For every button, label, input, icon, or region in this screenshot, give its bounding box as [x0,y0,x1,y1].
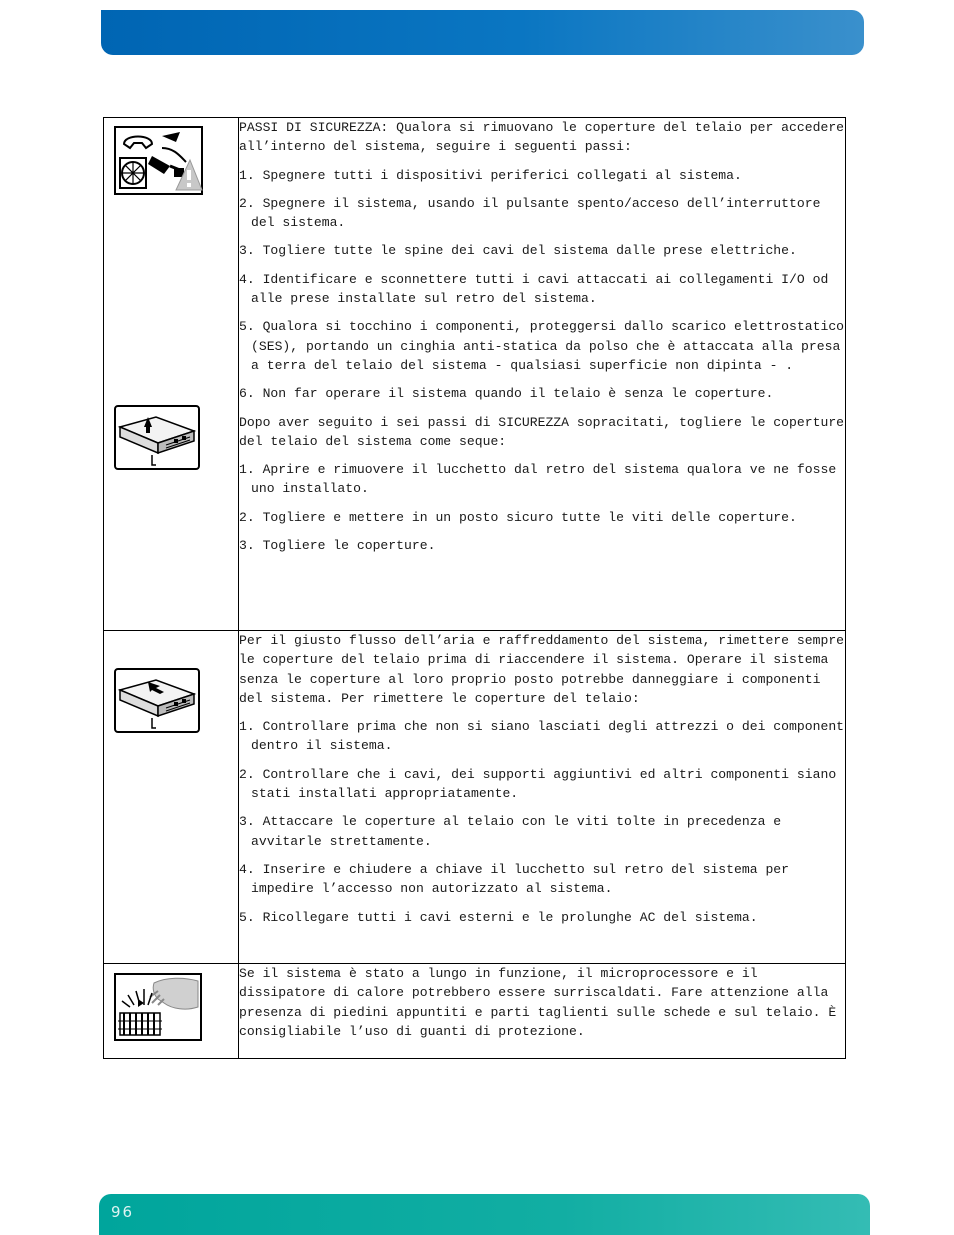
list-item: 2. Togliere e mettere in un posto sicuro tutte le viti delle coperture. [239,509,797,525]
intro-paragraph: PASSI DI SICUREZZA: Qualora si rimuovano le coperture del telaio per accedere all’interno del sistema, seguire i seguenti passi: [239,120,845,155]
list-item: 4. Identificare e sconnettere tutti i cavi attaccati ai collegamenti I/O od alle prese installate sul retro del sistema. [239,271,829,307]
section-paragraph: Dopo aver seguito i sei passi di SICUREZZA sopracitati, togliere le coperture del telaio del sistema come seque: [239,414,845,449]
intro-paragraph: Per il giusto flusso dell’aria e raffreddamento del sistema, rimettere sempre le coperture del telaio prima di riaccendere il sistema. Operare il sistema senza le coperture al loro proprio posto potrebbe danneggiare i componenti del sistema. Per rimettere le coperture del telaio: [239,633,845,706]
instructions-cell [239,964,846,1059]
list-item: 1. Aprire e rimuovere il lucchetto dal retro del sistema qualora ve ne fosse uno installato. [239,462,837,497]
instructions-cell [239,118,846,631]
chassis-cover-removal-icon [114,405,200,471]
list-item: 1. Spegnere tutti i dispositivi periferici collegati al sistema. [239,167,742,183]
list-item: 6. Non far operare il sistema quando il telaio è senza le coperture. [239,386,774,402]
chassis-cover-replace-icon [114,668,200,734]
icon-cell [104,118,239,631]
warning-paragraph: Se il sistema è stato a lungo in funzione, il microprocessore e il dissipatore di calore potrebbero essere surriscaldati. Fare attenzione alla presenza di piedini appuntiti e parti taglienti sulle schede e sul telaio. È consigliabile l’uso di guanti di protezione. [239,966,837,1039]
disconnect-power-warning-icon [114,126,204,196]
table-row [104,118,846,631]
list-item: 3. Attaccare le coperture al telaio con le viti tolte in precedenza e avvitarle strettamente. [239,814,782,849]
table-row [104,631,846,964]
list-item: 4. Inserire e chiudere a chiave il lucchetto sul retro del sistema per impedire l’accesso non autorizzato al sistema. [239,861,790,897]
safety-table [103,117,846,1059]
instructions-cell [239,631,846,964]
list-item: 2. Spegnere il sistema, usando il pulsante spento/acceso dell’interruttore del sistema. [239,195,821,231]
list-item: 1. Controllare prima che non si siano lasciati degli attrezzi o dei component dentro il sistema. [239,719,845,754]
list-item: 5. Ricollegare tutti i cavi esterni e le prolunghe AC del sistema. [239,909,758,925]
list-item: 3. Togliere tutte le spine dei cavi del sistema dalle prese elettriche. [239,243,797,259]
footer-banner [99,1194,870,1235]
list-item: 5. Qualora si tocchino i componenti, proteggersi dallo scarico elettrostatico (SES), portando un cinghia anti-statica da polso che è attaccata alla presa a terra del telaio del sistema - qualsiasi superficie non dipinta - . [239,319,845,373]
list-item: 2. Controllare che i cavi, dei supporti aggiuntivi ed altri componenti siano stati installati appropriatamente. [239,766,837,802]
icon-cell [104,631,239,964]
hot-component-warning-icon [114,973,202,1041]
header-banner [101,10,864,55]
list-item: 3. Togliere le coperture. [239,538,436,554]
icon-cell [104,964,239,1059]
page-number: 96 [111,1203,135,1221]
table-row [104,964,846,1059]
